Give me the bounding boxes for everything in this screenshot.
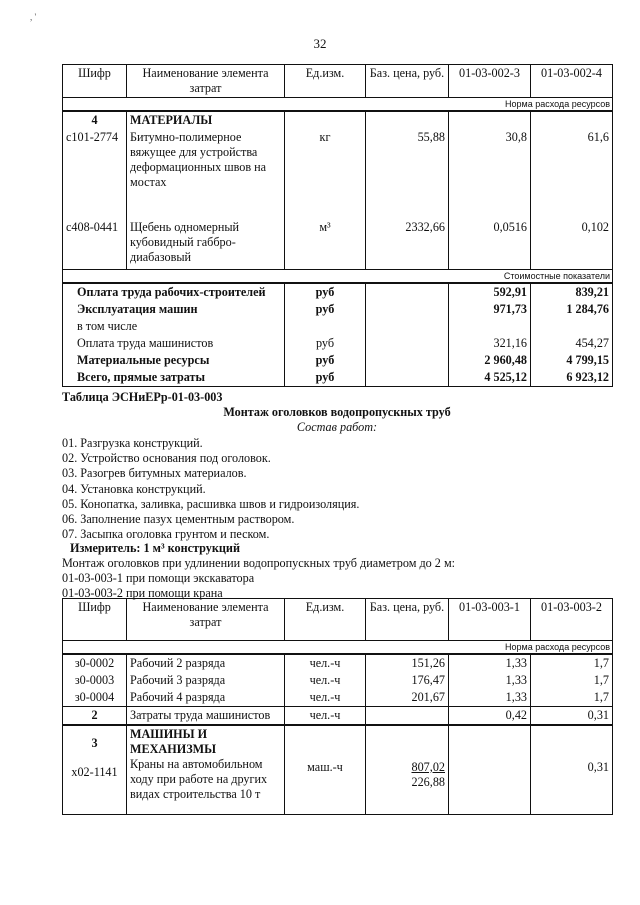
works-list [62, 436, 622, 542]
header-code: Шифр [63, 65, 127, 98]
list-item: 01. Разгрузка конструкций. [62, 436, 203, 450]
materials-table [62, 64, 613, 387]
header-col1: 01-03-003-1 [449, 599, 531, 641]
table-row [63, 672, 613, 689]
header-col2: 01-03-003-2 [531, 599, 613, 641]
section-subheading: Состав работ: [296, 420, 378, 434]
total-name: в том числе [63, 318, 285, 335]
total-value1: 592,91 [449, 283, 531, 301]
cost-row [63, 269, 613, 283]
total-unit: руб [285, 283, 366, 301]
row-code: з0-0003 [63, 672, 127, 689]
section-row [63, 111, 613, 129]
row-value2: 61,6 [531, 129, 613, 219]
row-value2: 1,7 [531, 654, 613, 672]
total-name: Оплата труда рабочих-строителей [63, 283, 285, 301]
row-value2: 0,31 [531, 725, 613, 815]
header-unit: Ед.изм. [285, 599, 366, 641]
row-value1: 1,33 [449, 654, 531, 672]
header-name: Наименование элемента затрат [127, 65, 285, 98]
norm-label: Норма расхода ресурсов [63, 641, 613, 655]
list-item: 05. Конопатка, заливка, расшивка швов и гидроизоляция. [62, 496, 360, 511]
table-title: Таблица ЭСНиЕРр-01-03-003 [62, 390, 223, 404]
row-name: Рабочий 3 разряда [127, 672, 285, 689]
row-price: 201,67 [366, 689, 449, 707]
total-row [63, 352, 613, 369]
table-row [63, 219, 613, 269]
total-name: Оплата труда машинистов [63, 335, 285, 352]
row-code: с408-0441 [63, 219, 127, 269]
resources-table [62, 598, 613, 815]
machines-cell-price [366, 725, 449, 815]
total-row [63, 283, 613, 301]
row-unit: чел.-ч [285, 689, 366, 707]
row-value2: 0,102 [531, 219, 613, 269]
header-col2: 01-03-002-4 [531, 65, 613, 98]
total-unit: руб [285, 301, 366, 318]
list-item: 03. Разогрев битумных материалов. [62, 466, 247, 481]
total-value2: 839,21 [531, 283, 613, 301]
row-code: х02-1141 [71, 765, 118, 779]
header-unit: Ед.изм. [285, 65, 366, 98]
row-name: Рабочий 2 разряда [127, 654, 285, 672]
table-row [63, 689, 613, 707]
row-number: 2 [63, 707, 127, 726]
total-unit: руб [285, 335, 366, 352]
operators-row [63, 707, 613, 726]
row-value1: 1,33 [449, 672, 531, 689]
row-name: Затраты труда машинистов [127, 707, 285, 726]
header-base-price: Баз. цена, руб. [366, 65, 449, 98]
section-heading: Монтаж оголовков водопропускных труб [223, 405, 451, 419]
row-code: з0-0004 [63, 689, 127, 707]
table-row [63, 129, 613, 219]
section-title: МАТЕРИАЛЫ [127, 111, 285, 129]
row-unit: чел.-ч [285, 654, 366, 672]
row-price: 2332,66 [366, 219, 449, 269]
row-value1: 0,42 [449, 707, 531, 726]
row-name: Рабочий 4 разряда [127, 689, 285, 707]
total-value2: 6 923,12 [531, 369, 613, 387]
variant-line: 01-03-003-2 при помощи крана [62, 586, 223, 600]
list-item: 06. Заполнение пазух цементным раствором. [62, 512, 295, 527]
margin-marks: , ' [30, 12, 37, 22]
total-value1: 4 525,12 [449, 369, 531, 387]
machines-row [63, 725, 613, 815]
row-price: 55,88 [366, 129, 449, 219]
list-item: 04. Установка конструкций. [62, 481, 206, 496]
norm-row [63, 641, 613, 655]
page-number: 32 [313, 36, 327, 51]
table-header-row [63, 599, 613, 641]
row-name: Щебень одномерный кубовидный габбро-диабазовый [127, 219, 285, 269]
row-price: 151,26 [366, 654, 449, 672]
total-name: Материальные ресурсы [63, 352, 285, 369]
total-name: Всего, прямые затраты [63, 369, 285, 387]
total-row [63, 318, 613, 335]
total-value1: 971,73 [449, 301, 531, 318]
variant-line: 01-03-003-1 при помощи экскаватора [62, 571, 255, 585]
machines-cell-name [127, 725, 285, 815]
row-unit: чел.-ч [285, 707, 366, 726]
table-header-row [63, 65, 613, 98]
norm-row [63, 98, 613, 112]
header-name: Наименование элемента затрат [127, 599, 285, 641]
total-unit: руб [285, 352, 366, 369]
total-row [63, 369, 613, 387]
section-title: МАШИНЫ И МЕХАНИЗМЫ [130, 727, 217, 756]
list-item: 07. Засыпка оголовка грунтом и песком. [62, 527, 270, 542]
row-unit: маш.-ч [285, 725, 366, 815]
total-row [63, 335, 613, 352]
row-value1: 0,0516 [449, 219, 531, 269]
row-name: Краны на автомобильном ходу при работе на других видах строительства 10 т [130, 757, 268, 801]
row-value2: 1,7 [531, 672, 613, 689]
row-value2: 0,31 [531, 707, 613, 726]
list-item: 02. Устройство основания под оголовок. [62, 451, 271, 466]
row-price: 176,47 [366, 672, 449, 689]
header-code: Шифр [63, 599, 127, 641]
row-unit: м³ [285, 219, 366, 269]
row-name: Битумно-полимерное вяжущее для устройства деформационных швов на мостах [127, 129, 285, 219]
total-value2: 454,27 [531, 335, 613, 352]
total-value1: 2 960,48 [449, 352, 531, 369]
header-col1: 01-03-002-3 [449, 65, 531, 98]
total-value2: 4 799,15 [531, 352, 613, 369]
norm-label: Норма расхода ресурсов [63, 98, 613, 112]
row-price-alt: 226,88 [411, 775, 445, 789]
row-value1: 1,33 [449, 689, 531, 707]
total-value1: 321,16 [449, 335, 531, 352]
machines-cell-code [63, 725, 127, 815]
total-name: Эксплуатация машин [63, 301, 285, 318]
row-price: 807,02 [411, 760, 445, 774]
row-unit: чел.-ч [285, 672, 366, 689]
row-number: 3 [91, 736, 98, 750]
row-value1 [449, 725, 531, 815]
row-unit: кг [285, 129, 366, 219]
cost-label: Стоимостные показатели [63, 269, 613, 283]
row-value1: 30,8 [449, 129, 531, 219]
row-code: з0-0002 [63, 654, 127, 672]
total-value2: 1 284,76 [531, 301, 613, 318]
row-code: с101-2774 [63, 129, 127, 219]
section-number: 4 [63, 111, 127, 129]
total-row [63, 301, 613, 318]
total-unit: руб [285, 369, 366, 387]
table-row [63, 654, 613, 672]
meter-line: Измеритель: 1 м³ конструкций [70, 541, 240, 555]
header-base-price: Баз. цена, руб. [366, 599, 449, 641]
row-value2: 1,7 [531, 689, 613, 707]
description-line: Монтаж оголовков при удлинении водопропускных труб диаметром до 2 м: [62, 556, 456, 570]
